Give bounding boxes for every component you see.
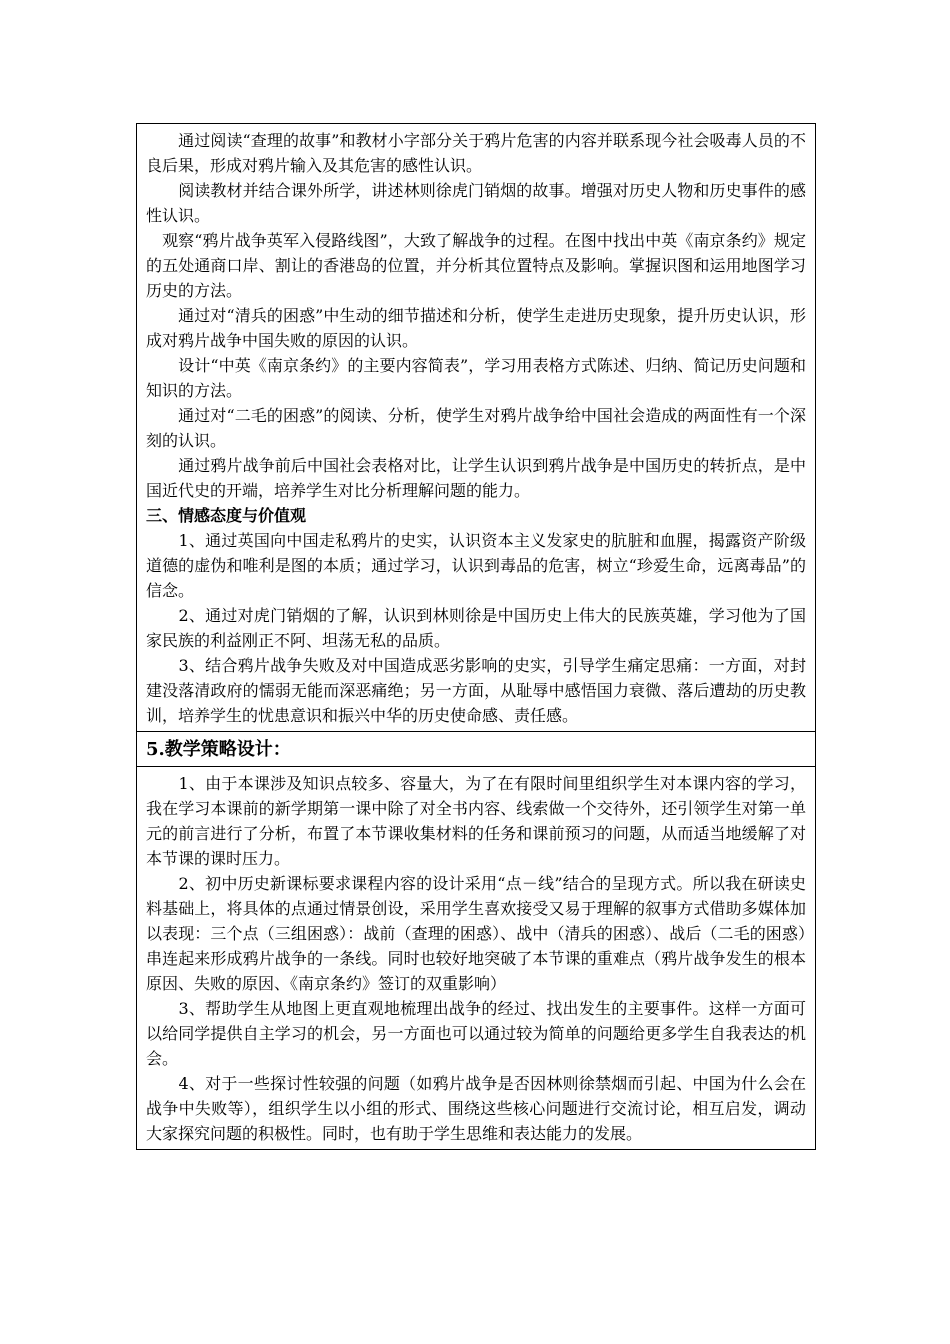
- strategy-paragraph: 3、帮助学生从地图上更直观地梳理出战争的经过、找出发生的主要事件。这样一方面可以给同学提供自主学习的机会，另一方面也可以通过较为简单的问题给更多学生自我表达的机会。: [146, 999, 806, 1068]
- process-method-paragraph: 通过鸦片战争前后中国社会表格对比，让学生认识到鸦片战争是中国历史的转折点，是中国近代史的开端，培养学生对比分析理解问题的能力。: [146, 456, 806, 500]
- strategy-paragraph: 1、由于本课涉及知识点较多、容量大，为了在有限时间里组织学生对本课内容的学习，我在学习本课前的新学期第一课中除了对全书内容、线索做一个交待外，还引领学生对第一单元的前言进行了分析，布置了本节课收集材料的任务和课前预习的问题，从而适当地缓解了对本节课的课时压力。: [146, 774, 806, 868]
- process-method-paragraph: 设计“中英《南京条约》的主要内容简表”，学习用表格方式陈述、归纳、简记历史问题和知识的方法。: [146, 356, 806, 400]
- process-method-paragraph: 观察“鸦片战争英军入侵路线图”，大致了解战争的过程。在图中找出中英《南京条约》规定的五处通商口岸、割让的香港岛的位置，并分析其位置特点及影响。掌握识图和运用地图学习历史的方法。: [146, 231, 806, 300]
- strategy-paragraph: 2、初中历史新课标要求课程内容的设计采用“点－线”结合的呈现方式。所以我在研读史料基础上，将具体的点通过情景创设，采用学生喜欢接受又易于理解的叙事方式借助多媒体加以表现：三个点（三组困惑）：战前（查理的困惑）、战中（清兵的困惑）、战后（二毛的困惑）串连起来形成鸦片战争的一条线。同时也较好地突破了本节课的重难点（鸦片战争发生的根本原因、失败的原因、《南京条约》签订的双重影响）: [146, 874, 806, 993]
- values-paragraph: 2、通过对虎门销烟的了解，认识到林则徐是中国历史上伟大的民族英雄，学习他为了国家民族的利益刚正不阿、坦荡无私的品质。: [146, 606, 806, 650]
- process-method-paragraph: 阅读教材并结合课外所学，讲述林则徐虎门销烟的故事。增强对历史人物和历史事件的感性认识。: [146, 181, 806, 225]
- values-paragraph: 3、结合鸦片战争失败及对中国造成恶劣影响的史实，引导学生痛定思痛：一方面，对封建没落清政府的懦弱无能而深恶痛绝；另一方面，从耻辱中感悟国力衰微、落后遭劫的历史教训，培养学生的忧患意识和振兴中华的历史使命感、责任感。: [146, 656, 806, 725]
- process-method-paragraph: 通过阅读“查理的故事”和教材小字部分关于鸦片危害的内容并联系现今社会吸毒人员的不良后果，形成对鸦片输入及其危害的感性认识。: [146, 131, 806, 175]
- values-paragraph: 1、通过英国向中国走私鸦片的史实，认识资本主义发家史的肮脏和血腥，揭露资产阶级道德的虚伪和唯利是图的本质；通过学习，认识到毒品的危害，树立“珍爱生命，远离毒品”的信念。: [146, 531, 806, 600]
- strategy-title: 5.教学策略设计：: [146, 739, 291, 760]
- values-heading: 三、情感态度与价值观: [146, 506, 307, 525]
- process-method-paragraph: 通过对“二毛的困惑”的阅读、分析，使学生对鸦片战争给中国社会造成的两面性有一个深刻的认识。: [146, 406, 806, 450]
- strategy-title-cell: [137, 731, 815, 766]
- process-method-paragraph: 通过对“清兵的困惑”中生动的细节描述和分析，使学生走进历史现象，提升历史认识，形成对鸦片战争中国失败的原因的认识。: [146, 306, 806, 350]
- objectives-cell: [137, 124, 815, 731]
- strategy-content-cell: [137, 766, 815, 1149]
- lesson-plan-table: [136, 123, 816, 1150]
- strategy-paragraph: 4、对于一些探讨性较强的问题（如鸦片战争是否因林则徐禁烟而引起、中国为什么会在战争中失败等），组织学生以小组的形式、围绕这些核心问题进行交流讨论，相互启发，调动大家探究问题的积极性。同时，也有助于学生思维和表达能力的发展。: [146, 1074, 806, 1143]
